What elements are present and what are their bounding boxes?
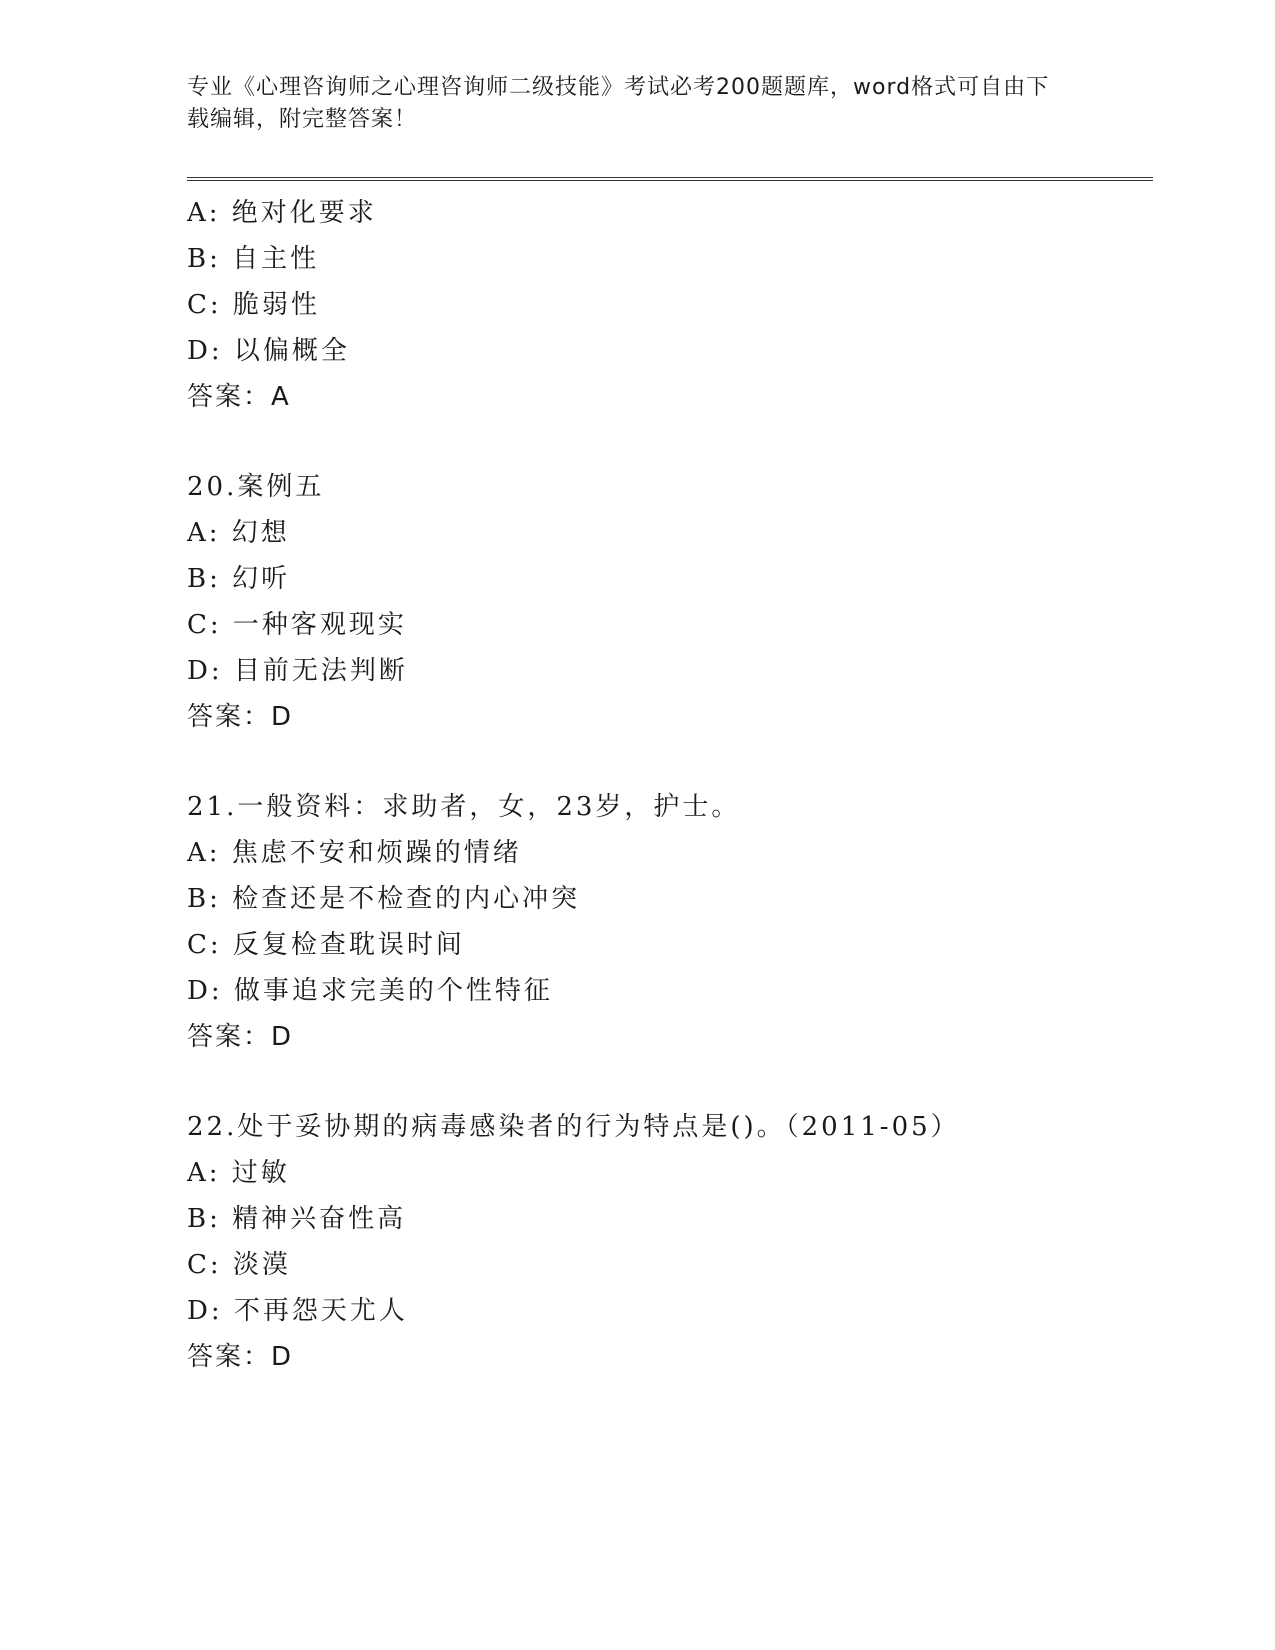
block-spacer xyxy=(187,740,1147,784)
option-d: D: 以偏概全 xyxy=(187,336,350,366)
option-c: C: 脆弱性 xyxy=(187,290,320,320)
header-divider xyxy=(187,177,1153,181)
question-text: 21.一般资料：求助者，女，23岁，护士。 xyxy=(187,792,741,822)
option-a: A: 焦虑不安和烦躁的情绪 xyxy=(187,838,522,868)
answer-line: 答案：D xyxy=(187,702,294,732)
option-b: B: 精神兴奋性高 xyxy=(187,1204,407,1234)
block-spacer xyxy=(187,1060,1147,1104)
question-block-19 xyxy=(187,190,1147,420)
question-block-21 xyxy=(187,784,1147,1060)
question-text: 20.案例五 xyxy=(187,472,325,502)
answer-line: 答案：D xyxy=(187,1022,294,1052)
option-c: C: 一种客观现实 xyxy=(187,610,407,640)
document-header xyxy=(187,72,1067,136)
question-text: 22.处于妥协期的病毒感染者的行为特点是()。（2011-05） xyxy=(187,1112,960,1142)
option-b: B: 自主性 xyxy=(187,244,320,274)
question-block-22 xyxy=(187,1104,1147,1380)
option-a: A: 过敏 xyxy=(187,1158,290,1188)
answer-line: 答案：D xyxy=(187,1342,294,1372)
option-a: A: 绝对化要求 xyxy=(187,198,377,228)
option-c: C: 反复检查耽误时间 xyxy=(187,930,465,960)
option-d: D: 不再怨天尤人 xyxy=(187,1296,408,1326)
block-spacer xyxy=(187,420,1147,464)
option-a: A: 幻想 xyxy=(187,518,290,548)
question-block-20 xyxy=(187,464,1147,740)
option-b: B: 幻听 xyxy=(187,564,291,594)
option-b: B: 检查还是不检查的内心冲突 xyxy=(187,884,581,914)
question-list xyxy=(187,190,1147,1380)
header-intro: 专业《心理咨询师之心理咨询师二级技能》考试必考200题题库，word格式可自由下载编辑，附完整答案！ xyxy=(187,75,1050,132)
option-c: C: 淡漠 xyxy=(187,1250,291,1280)
option-d: D: 做事追求完美的个性特征 xyxy=(187,976,553,1006)
option-d: D: 目前无法判断 xyxy=(187,656,408,686)
answer-line: 答案：A xyxy=(187,382,291,412)
